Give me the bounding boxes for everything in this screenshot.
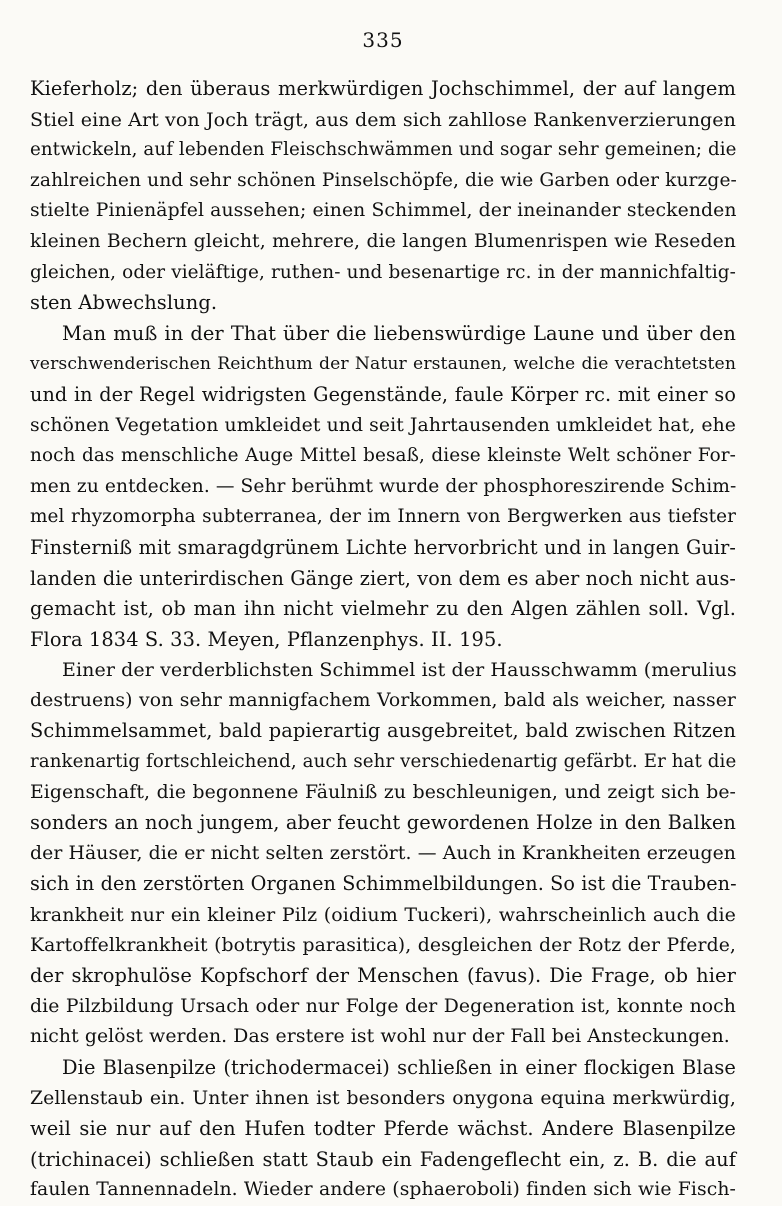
text-line: verschwenderischen Reichthum der Natur erstaunen, welche die verachtetsten xyxy=(30,354,736,375)
text-line: landen die unterirdischen Gänge ziert, von dem es aber noch nicht aus- xyxy=(30,566,736,590)
text-line: Kieferholz; den überaus merkwürdigen Jochschimmel, der auf langem xyxy=(30,77,736,100)
page-number: 335 xyxy=(362,28,404,52)
text-line: der skrophulöse Kopfschorf der Menschen (favus). Die Frage, ob hier xyxy=(30,964,736,988)
text-line: Flora 1834 S. 33. Meyen, Pflanzenphys. II. 195. xyxy=(30,627,503,651)
text-line: zahlreichen und sehr schönen Pinselschöpfe, die wie Garben oder kurzge- xyxy=(30,169,737,191)
text-line: mel rhyzomorpha subterranea, der im Innern von Bergwerken aus tiefster xyxy=(30,506,736,528)
text-line: der Häuser, die er nicht selten zerstört. — Auch in Krankheiten erzeugen xyxy=(30,842,736,864)
text-line: stielte Pinienäpfel aussehen; einen Schimmel, der ineinander steckenden xyxy=(30,200,737,222)
text-line: faulen Tannennadeln. Wieder andere (sphaeroboli) finden sich wie Fisch- xyxy=(30,1179,736,1201)
paragraph-2 xyxy=(30,319,736,656)
text-line: kleinen Bechern gleicht, mehrere, die langen Blumenrispen wie Reseden xyxy=(30,230,736,252)
text-line: sich in den zerstörten Organen Schimmelbildungen. So ist die Trauben- xyxy=(30,872,737,896)
text-line: Man muß in der That über die liebenswürdige Laune und über den xyxy=(62,321,736,345)
text-line: Stiel eine Art von Joch trägt, aus dem sich zahllose Rankenverzierungen xyxy=(30,108,736,131)
text-line: (trichinacei) schließen statt Staub ein Fadengeflecht ein, z. B. die auf xyxy=(30,1147,736,1171)
text-line: sonders an noch jungem, aber feucht gewordenen Holze in den Balken xyxy=(30,811,736,835)
text-line: Schimmelsammet, bald papierartig ausgebreitet, bald zwischen Ritzen xyxy=(30,719,736,743)
text-line: weil sie nur auf den Hufen todter Pferde wächst. Andere Blasenpilze xyxy=(30,1117,736,1141)
paragraph-1 xyxy=(30,74,736,319)
text-line: noch das menschliche Auge Mittel besaß, diese kleinste Welt schöner For- xyxy=(30,445,736,467)
text-line: und in der Regel widrigsten Gegenstände, faule Körper rc. mit einer so xyxy=(30,382,736,406)
text-line: Die Blasenpilze (trichodermacei) schließen in einer flockigen Blase xyxy=(62,1056,736,1079)
text-line: rankenartig fortschleichend, auch sehr verschiedenartig gefärbt. Er hat die xyxy=(30,751,737,773)
text-line: entwickeln, auf lebenden Fleischschwämmen und sogar sehr gemeinen; die xyxy=(30,139,737,161)
text-line: Einer der verderblichsten Schimmel ist der Hausschwamm (merulius xyxy=(62,659,737,682)
text-line: Kartoffelkrankheit (botrytis parasitica), desgleichen der Rotz der Pferde, xyxy=(30,934,736,956)
text-line: gemacht ist, ob man ihn nicht vielmehr zu den Algen zählen soll. Vgl. xyxy=(30,597,736,621)
text-line: Finsterniß mit smaragdgrünem Lichte hervorbricht und in langen Guir- xyxy=(30,535,736,559)
text-line: die Pilzbildung Ursach oder nur Folge der Degeneration ist, konnte noch xyxy=(30,995,736,1017)
text-line: nicht gelöst werden. Das erstere ist wohl nur der Fall bei Ansteckungen. xyxy=(30,1026,730,1048)
text-line: gleichen, oder vieläftige, ruthen- und besenartige rc. in der mannichfaltig- xyxy=(30,261,736,283)
paragraph-3 xyxy=(30,655,736,1053)
text-line: men zu entdecken. — Sehr berühmt wurde der phosphoreszirende Schim- xyxy=(30,475,737,497)
text-line: sten Abwechslung. xyxy=(30,291,218,315)
text-line: krankheit nur ein kleiner Pilz (oidium Tuckeri), wahrscheinlich auch die xyxy=(30,904,736,927)
text-line: destruens) von sehr mannigfachem Vorkommen, bald als weicher, nasser xyxy=(30,689,736,711)
paragraph-4 xyxy=(30,1053,736,1206)
text-line: Eigenschaft, die begonnene Fäulniß zu beschleunigen, und zeigt sich be- xyxy=(30,781,736,803)
text-line: Zellenstaub ein. Unter ihnen ist besonders onygona equina merkwürdig, xyxy=(30,1087,736,1109)
text-line: schönen Vegetation umkleidet und seit Jahrtausenden umkleidet hat, ehe xyxy=(30,414,736,436)
